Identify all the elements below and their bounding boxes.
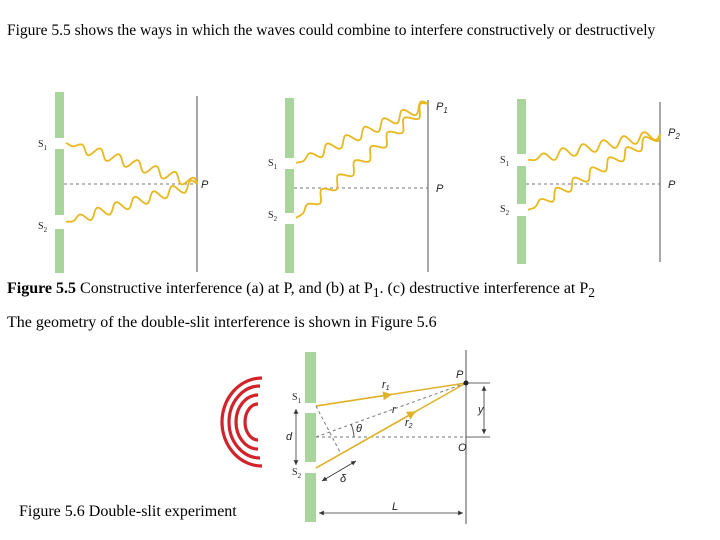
fig55-panel-c: [500, 99, 680, 264]
svg-text:S1: $S_1$: [500, 155, 510, 168]
fig56-diagram: [222, 350, 490, 524]
svg-text:y: y: [478, 404, 484, 416]
svg-text:S2: $S_2$: [500, 204, 510, 217]
wave-s2-c: [528, 134, 660, 210]
red-source-waves: [222, 378, 262, 466]
svg-text:O: O: [458, 442, 467, 454]
wave-s2-b: [296, 103, 428, 218]
svg-text:P: P: [668, 179, 676, 191]
svg-text:r2: r2: [405, 417, 413, 430]
svg-text:P: P: [436, 183, 444, 195]
svg-text:r: r: [392, 404, 396, 416]
fig55-panel-b: [268, 98, 448, 273]
intro-paragraph: Figure 5.5 shows the ways in which the waves could combine to interfere constructively or destructively: [7, 22, 656, 39]
svg-text:r1: r1: [382, 379, 390, 392]
svg-text:S2: $S_2$: [268, 210, 278, 223]
figure-5-5-label: Figure 5.5: [7, 280, 77, 297]
svg-text:δ: δ: [340, 473, 347, 485]
svg-text:P2: $P_2$: [668, 127, 680, 141]
svg-text:d: d: [286, 431, 293, 443]
wave-s1-c: [528, 132, 660, 160]
figure-5-5-caption: Figure 5.5 Constructive interference (a) at P, and (b) at $P_1$. (c) destructive interference at $P_2$: [7, 280, 595, 301]
svg-text:S1: $S_1$: [292, 392, 302, 405]
svg-text:P1: $P_1$: [436, 101, 448, 115]
wave-s1-a: [66, 143, 197, 184]
svg-text:L: L: [392, 501, 399, 513]
svg-text:S2: $S_2$: [38, 221, 48, 234]
svg-text:S2: $S_2$: [292, 467, 302, 480]
svg-text:P: P: [456, 369, 464, 381]
wave-s1-b: [296, 101, 428, 163]
geometry-paragraph: The geometry of the double-slit interference is shown in Figure 5.6: [7, 314, 437, 331]
svg-text:θ: θ: [356, 423, 362, 435]
figure-5-6-caption: Figure 5.6 Double-slit experiment: [19, 503, 237, 520]
fig55-panel-a: [38, 92, 209, 273]
svg-text:S1: $S_1$: [38, 139, 48, 152]
svg-text:P: P: [201, 179, 209, 191]
svg-text:S1: $S_1$: [268, 158, 278, 171]
wave-s2-a: [66, 181, 197, 223]
